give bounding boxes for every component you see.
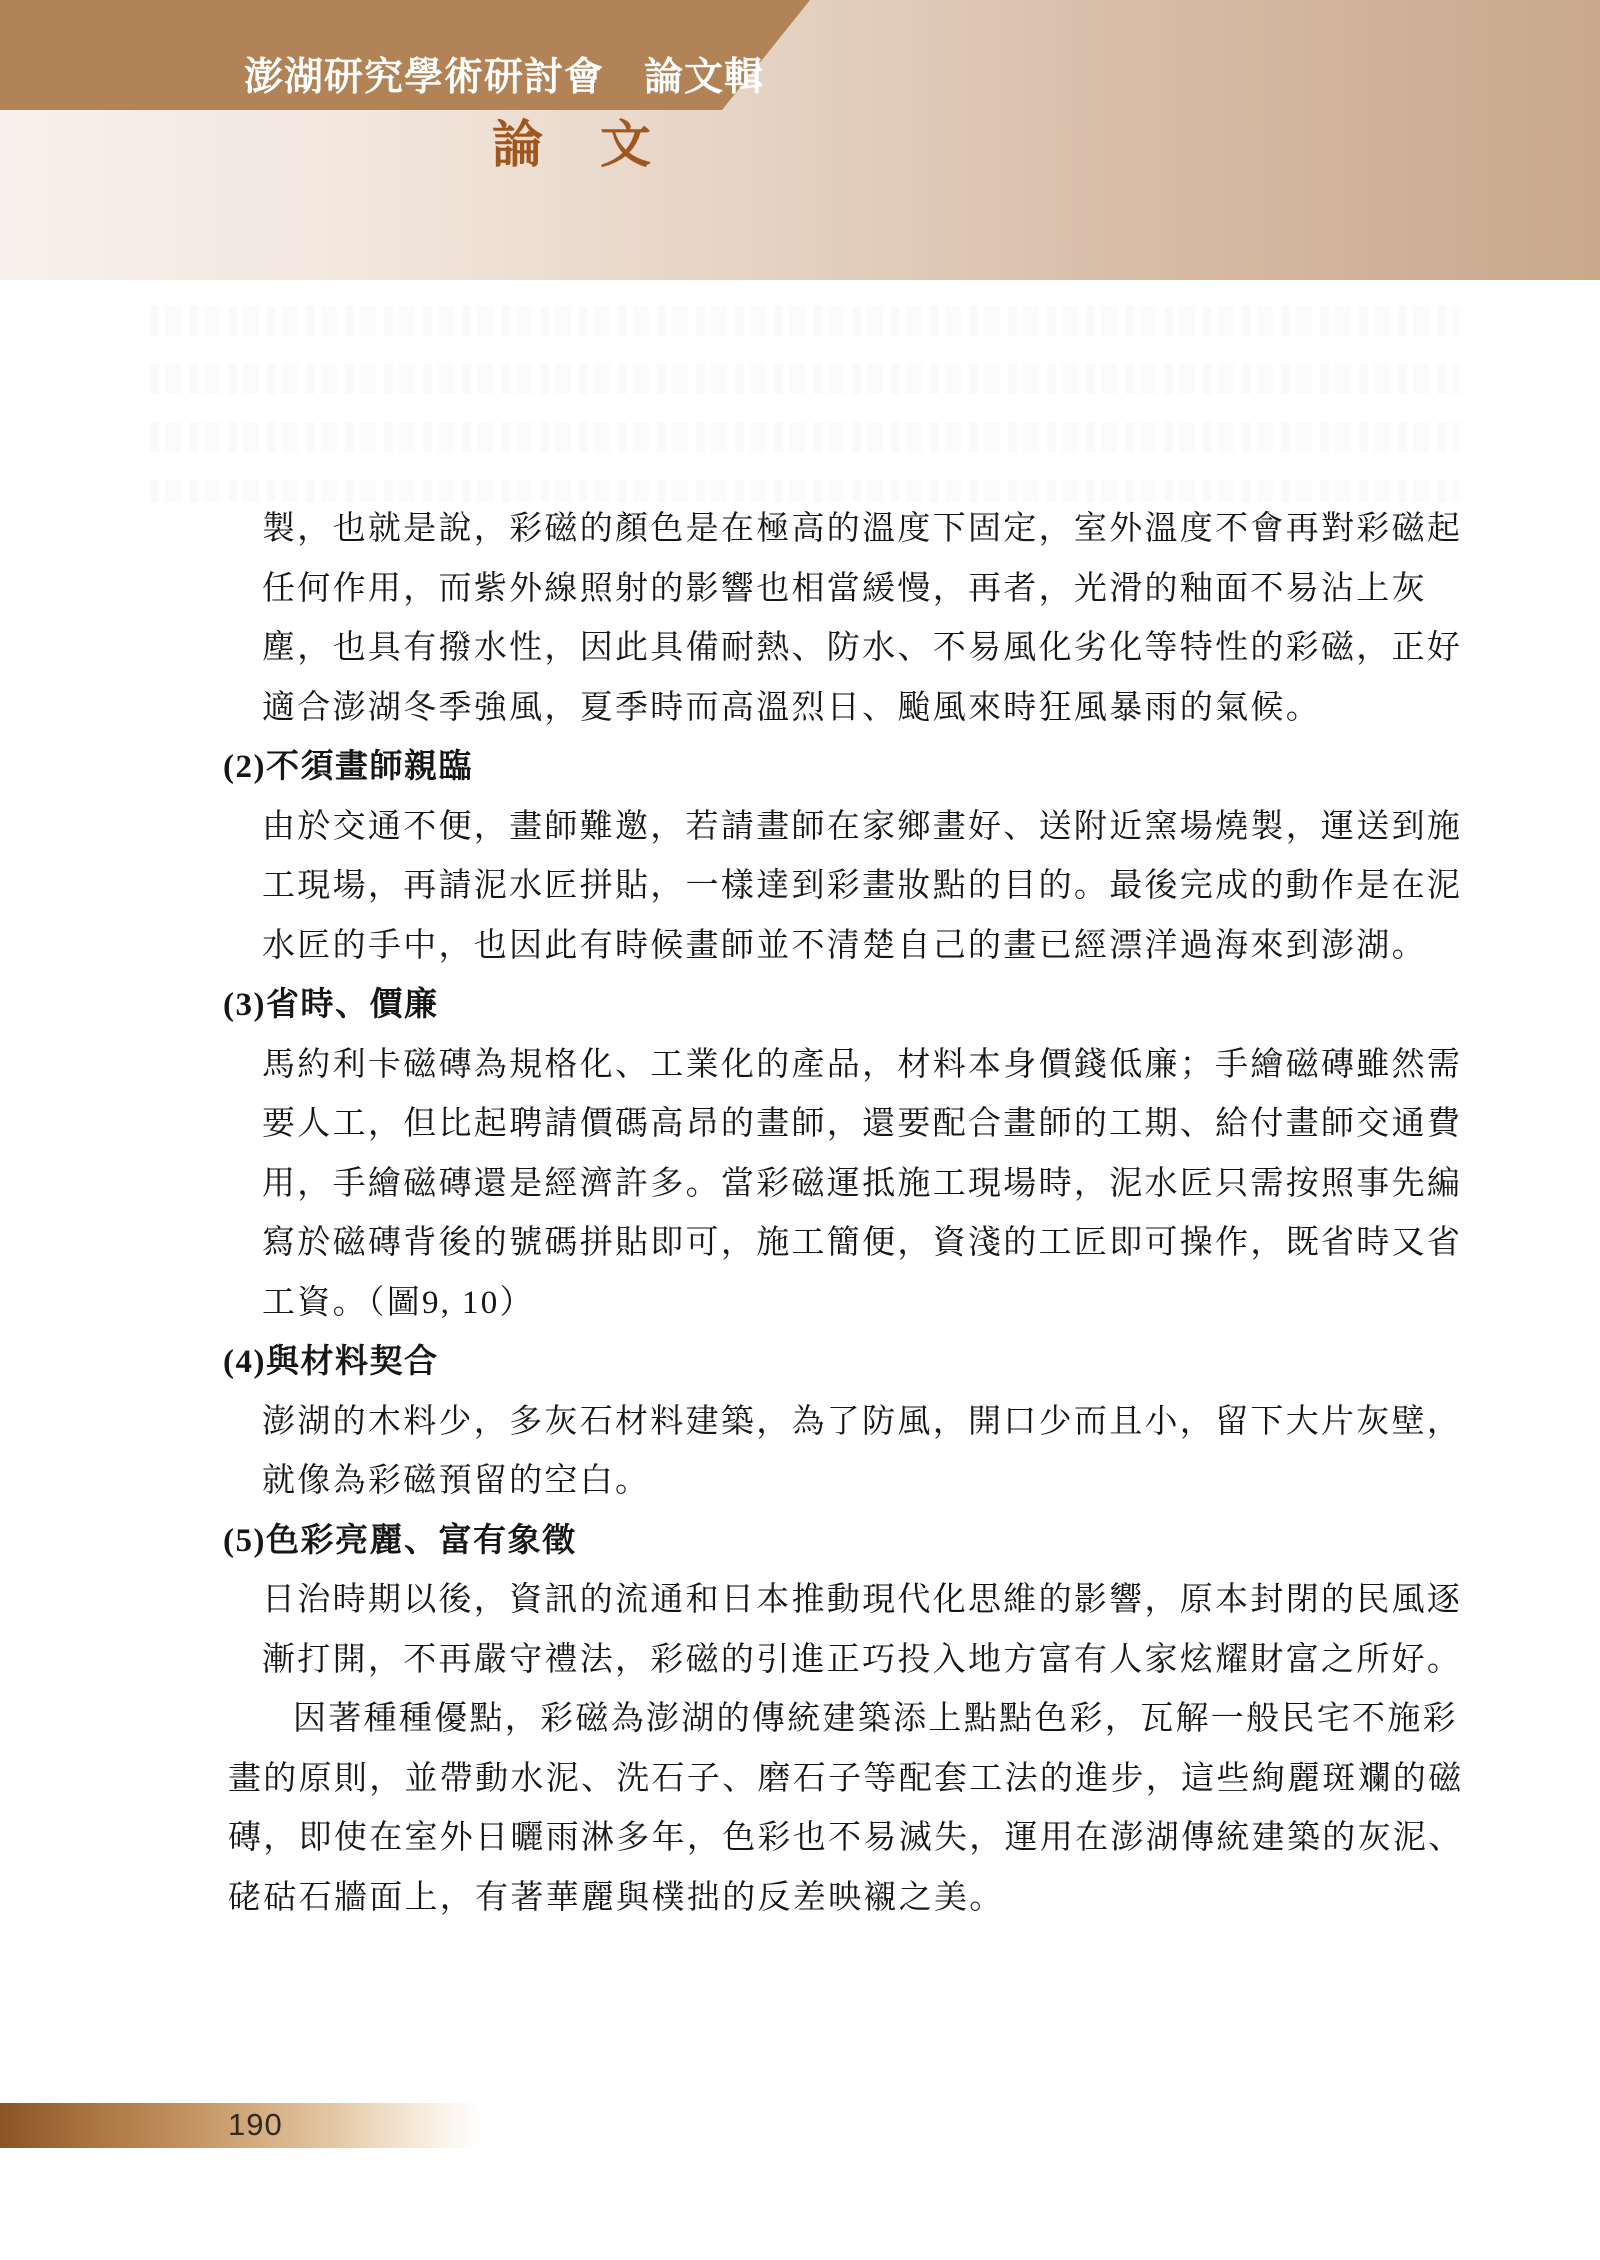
text-line: 因著種種優點，彩磁為澎湖的傳統建築添上點點色彩，瓦解一般民宅不施彩 bbox=[293, 1701, 1458, 1737]
page-number: 190 bbox=[228, 2107, 283, 2142]
text-line: 澎湖的木料少，多灰石材料建築，為了防風，開口少而且小，留下大片灰壁， bbox=[262, 1403, 1463, 1440]
text-line: 要人工，但比起聘請價碼高昂的畫師，還要配合畫師的工期、給付畫師交通費 bbox=[262, 1106, 1463, 1142]
text-line: (4)與材料契合 bbox=[223, 1344, 439, 1380]
text-line: 漸打開，不再嚴守禮法，彩磁的引進正巧投入地方富有人家炫耀財富之所好。 bbox=[262, 1641, 1463, 1678]
footer-bar bbox=[0, 2103, 495, 2148]
text-line: 硓𥑮石牆面上，有著華麗與樸拙的反差映襯之美。 bbox=[228, 1879, 1005, 1916]
text-line: 水匠的手中，也因此有時候畫師並不清楚自己的畫已經漂洋過海來到澎湖。 bbox=[262, 927, 1427, 964]
text-line: 磚，即使在室外日曬雨淋多年，色彩也不易滅失，運用在澎湖傳統建築的灰泥、 bbox=[228, 1820, 1464, 1856]
text-line: 工資。（圖9, 10） bbox=[262, 1284, 535, 1321]
section-title: 論 文 bbox=[492, 118, 655, 174]
article-text bbox=[0, 500, 1600, 1928]
text-line: 寫於磁磚背後的號碼拼貼即可，施工簡便，資淺的工匠即可操作，既省時又省 bbox=[262, 1225, 1463, 1261]
bleedthrough-texture bbox=[150, 292, 1460, 502]
text-line: 就像為彩磁預留的空白。 bbox=[262, 1463, 651, 1499]
text-line: 塵，也具有撥水性，因此具備耐熱、防水、不易風化劣化等特性的彩磁，正好 bbox=[262, 630, 1463, 666]
banner-title: 澎湖研究學術研討會 論文輯 bbox=[244, 56, 765, 99]
text-line: 馬約利卡磁磚為規格化、工業化的產品，材料本身價錢低廉；手繪磁磚雖然需 bbox=[262, 1046, 1463, 1083]
text-line: 日治時期以後，資訊的流通和日本推動現代化思維的影響，原本封閉的民風逐 bbox=[262, 1582, 1463, 1618]
text-line: 工現場，再請泥水匠拼貼，一樣達到彩畫妝點的目的。最後完成的動作是在泥 bbox=[262, 868, 1463, 904]
text-line: 畫的原則，並帶動水泥、洗石子、磨石子等配套工法的進步，這些絢麗斑斕的磁 bbox=[228, 1760, 1464, 1797]
text-line: 用，手繪磁磚還是經濟許多。當彩磁運抵施工現場時，泥水匠只需按照事先編 bbox=[262, 1165, 1463, 1202]
text-line: (3)省時、價廉 bbox=[223, 987, 439, 1023]
text-line: 製，也就是說，彩磁的顏色是在極高的溫度下固定，室外溫度不會再對彩磁起 bbox=[262, 511, 1463, 547]
text-line: (2)不須畫師親臨 bbox=[223, 749, 473, 785]
text-line: 由於交通不便，畫師難邀，若請畫師在家鄉畫好、送附近窯場燒製，運送到施 bbox=[262, 808, 1463, 845]
text-line: 適合澎湖冬季強風，夏季時而高溫烈日、颱風來時狂風暴雨的氣候。 bbox=[262, 689, 1321, 726]
text-line: 任何作用，而紫外線照射的影響也相當緩慢，再者，光滑的釉面不易沾上灰 bbox=[262, 570, 1427, 607]
text-line: (5)色彩亮麗、富有象徵 bbox=[223, 1522, 577, 1559]
